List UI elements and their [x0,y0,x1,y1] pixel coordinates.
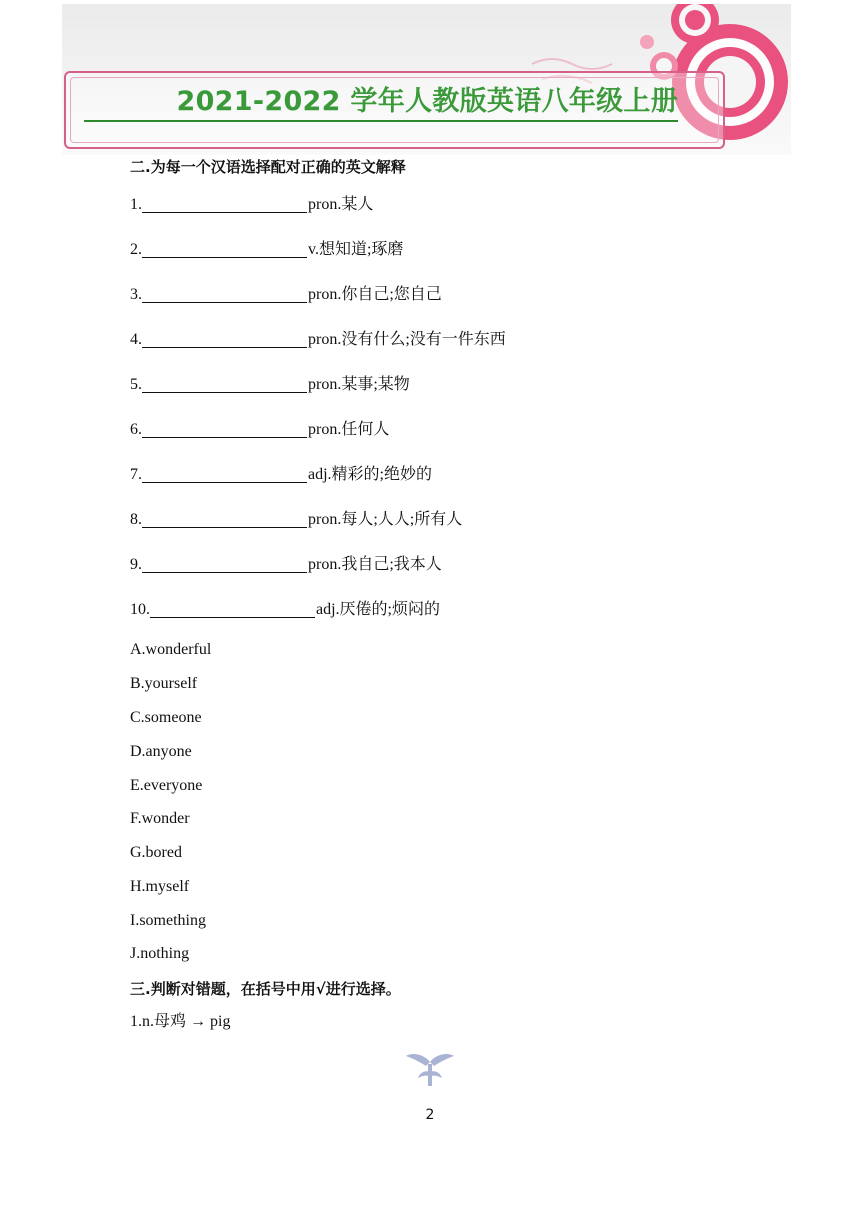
answer-blank[interactable] [150,599,315,618]
question-3 [130,284,442,306]
question-5 [130,374,410,396]
judgement-item-1: 1.n.母鸡 → pig [130,1013,231,1030]
option-a: A.wonderful [130,641,212,658]
answer-blank[interactable] [142,509,307,528]
option-e: E.everyone [130,777,203,794]
question-definition: v.想知道;琢磨 [308,241,404,258]
question-definition: pron.某事;某物 [308,376,410,393]
option-d: D.anyone [130,743,192,760]
option-c: C.someone [130,709,202,726]
question-definition: adj.厌倦的;烦闷的 [316,601,440,618]
answer-blank[interactable] [142,374,307,393]
question-number: 3. [130,286,142,303]
question-10 [130,599,440,621]
answer-blank[interactable] [142,194,307,213]
question-definition: pron.任何人 [308,421,390,438]
answer-blank[interactable] [142,239,307,258]
question-number: 1. [130,196,142,213]
question-definition: pron.某人 [308,196,374,213]
question-definition: pron.你自己;您自己 [308,286,442,303]
question-definition: pron.我自己;我本人 [308,556,442,573]
question-number: 8. [130,511,142,528]
question-7 [130,464,432,486]
question-number: 7. [130,466,142,483]
answer-blank[interactable] [142,554,307,573]
question-number: 10. [130,601,150,618]
answer-blank[interactable] [142,419,307,438]
question-number: 9. [130,556,142,573]
option-h: H.myself [130,878,190,895]
option-g: G.bored [130,844,182,861]
question-4 [130,329,506,351]
question-1 [130,194,373,216]
section-2-heading: 二.为每一个汉语选择配对正确的英文解释 [130,158,406,176]
question-definition: pron.每人;人人;所有人 [308,511,463,528]
question-8 [130,509,462,531]
section-3-heading: 三.判断对错题，在括号中用√进行选择。 [130,980,401,998]
option-j: J.nothing [130,945,190,962]
answer-blank[interactable] [142,329,307,348]
flower-ornament-icon [404,1052,456,1088]
question-6 [130,419,389,441]
answer-blank[interactable] [142,284,307,303]
question-number: 5. [130,376,142,393]
page-number: 2 [425,1107,435,1123]
answer-blank[interactable] [142,464,307,483]
question-2 [130,239,403,261]
option-i: I.something [130,912,206,929]
page-title: 2021-2022 学年人教版英语八年级上册 [84,84,678,122]
question-number: 4. [130,331,142,348]
question-number: 6. [130,421,142,438]
option-b: B.yourself [130,675,198,692]
question-9 [130,554,442,576]
question-number: 2. [130,241,142,258]
option-f: F.wonder [130,810,190,827]
question-definition: adj.精彩的;绝妙的 [308,466,432,483]
question-definition: pron.没有什么;没有一件东西 [308,331,506,348]
